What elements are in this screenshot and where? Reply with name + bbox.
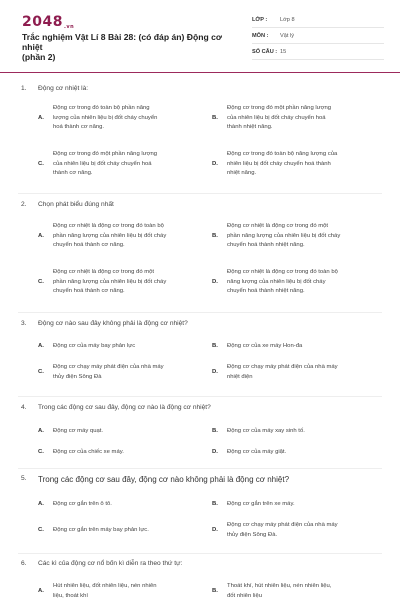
option-letter: C. xyxy=(38,449,44,455)
option-letter: D. xyxy=(212,526,218,533)
question-text: Động cơ nào sau đây không phải là động cơ nhiệt? xyxy=(38,320,188,327)
option-line: Động cơ máy quạt. xyxy=(53,428,104,434)
option-5c[interactable] xyxy=(38,521,208,541)
option-line: Động cơ của xe máy Hon-đa xyxy=(227,343,303,349)
option-5b[interactable] xyxy=(212,500,382,511)
option-1b[interactable] xyxy=(212,104,382,134)
option-letter: D. xyxy=(212,449,218,455)
option-line: của nhiên liệu bị đốt cháy chuyển hoá xyxy=(53,160,152,167)
meta-label: LỚP : xyxy=(252,16,268,23)
meta-row-count xyxy=(252,44,384,60)
option-line: Động cơ trong đó một phần năng lượng xyxy=(53,151,158,157)
option-line: Động cơ gắn trên máy bay phản lực. xyxy=(53,526,149,533)
question-number: 2. xyxy=(21,201,27,208)
option-line: Động cơ chạy máy phát điện của nhà máy xyxy=(227,364,338,370)
meta-value: 15 xyxy=(280,48,287,55)
option-line: Động cơ nhiệt là động cơ trong đó toàn bộ xyxy=(227,269,338,275)
option-letter: A. xyxy=(38,587,44,594)
question-text: Chọn phát biểu đúng nhất xyxy=(38,201,114,208)
option-line: Động cơ của máy giặt. xyxy=(227,449,287,455)
option-line: Động cơ trong đó một phần năng lượng xyxy=(227,105,332,111)
option-letter: A. xyxy=(38,114,44,121)
option-line: nhiệt điện xyxy=(227,373,253,380)
option-letter: C. xyxy=(38,278,44,285)
option-letter: A. xyxy=(38,232,44,239)
option-3b[interactable] xyxy=(212,342,382,353)
question-divider xyxy=(18,312,382,313)
option-line: thành nhiệt năng. xyxy=(227,124,273,130)
option-line: Động cơ chạy máy phát điện của nhà máy xyxy=(53,364,164,370)
question-text: Trong các động cơ sau đây, động cơ nào là động cơ nhiệt? xyxy=(38,404,211,411)
question-number: 5. xyxy=(21,475,27,482)
question-divider xyxy=(18,553,382,554)
option-6a[interactable] xyxy=(38,582,208,600)
question-number: 4. xyxy=(21,404,27,411)
option-letter: A. xyxy=(38,428,44,434)
option-6b[interactable] xyxy=(212,582,382,600)
option-line: thủy điện Sông Đà. xyxy=(227,531,278,538)
option-5a[interactable] xyxy=(38,500,208,511)
option-3a[interactable] xyxy=(38,342,208,353)
option-line: thành cơ năng. xyxy=(53,170,93,176)
question-divider xyxy=(18,468,382,469)
option-2a[interactable] xyxy=(38,222,208,252)
option-letter: B. xyxy=(212,232,218,239)
document-title xyxy=(22,32,242,62)
question-number: 1. xyxy=(21,85,27,92)
option-letter: C. xyxy=(38,526,44,533)
option-line: Động cơ gắn trên ô tô. xyxy=(53,501,112,507)
option-letter: A. xyxy=(38,501,44,507)
option-3c[interactable] xyxy=(38,363,208,383)
option-5d[interactable] xyxy=(212,521,382,541)
option-line: chuyển hoá thành nhiệt năng. xyxy=(227,288,305,294)
question-text: Các kì của động cơ nổ bốn kì diễn ra theo thứ tự: xyxy=(38,560,183,567)
option-4d[interactable] xyxy=(212,448,382,459)
question-divider xyxy=(18,396,382,397)
question-number: 6. xyxy=(21,560,27,567)
question-text: Động cơ nhiệt là: xyxy=(38,85,89,92)
option-letter: C. xyxy=(38,160,44,167)
option-line: Động cơ chạy máy phát điện của nhà máy xyxy=(227,522,338,528)
document-title-line: (phần 2) xyxy=(22,52,56,62)
option-line: nhiệt năng. xyxy=(227,170,257,176)
question-text: Trong các động cơ sau đây, động cơ nào không phải là động cơ nhiệt? xyxy=(38,475,290,484)
option-4b[interactable] xyxy=(212,427,382,438)
option-letter: D. xyxy=(212,160,218,167)
document-title-line: Trắc nghiệm Vật Lí 8 Bài 28: (có đáp án) Động cơ nhiệt xyxy=(22,32,222,52)
option-line: liệu, thoát khí xyxy=(53,592,89,599)
option-letter: B. xyxy=(212,114,218,121)
option-line: Động cơ của chiếc xe máy. xyxy=(53,449,124,455)
option-line: năng lượng của nhiên liệu bị đốt cháy xyxy=(227,278,326,285)
option-letter: B. xyxy=(212,501,218,507)
option-letter: B. xyxy=(212,587,218,594)
meta-row-class xyxy=(252,12,384,28)
option-letter: B. xyxy=(212,428,218,434)
option-line: phần năng lượng của nhiên liệu bị đốt cháy xyxy=(53,232,167,239)
option-line: Hút nhiên liệu, đốt nhiên liệu, nén nhiên xyxy=(53,583,157,589)
option-line: chuyển hoá thành cơ năng. xyxy=(53,288,125,294)
option-letter: C. xyxy=(38,368,44,375)
option-1a[interactable] xyxy=(38,104,208,134)
option-line: lượng của nhiên liệu bị đốt cháy chuyển xyxy=(53,114,158,121)
option-3d[interactable] xyxy=(212,363,382,383)
document-meta xyxy=(252,12,384,60)
option-line: hoá thành cơ năng. xyxy=(53,124,105,130)
option-line: thủy điện Sông Đà xyxy=(53,373,102,380)
option-line: Động cơ nhiệt là động cơ trong đó một xyxy=(227,223,329,229)
option-1c[interactable] xyxy=(38,150,208,180)
option-line: Động cơ của máy xay sinh tố. xyxy=(227,428,305,434)
option-line: của nhiên liệu bị đốt cháy chuyển hoá xyxy=(227,114,326,121)
option-line: Thoát khí, hút nhiên liệu, nén nhiên liệu, xyxy=(227,583,332,589)
option-line: Động cơ trong đó toàn bộ phần năng xyxy=(53,105,150,111)
option-2b[interactable] xyxy=(212,222,382,252)
option-letter: A. xyxy=(38,343,44,349)
meta-row-subject xyxy=(252,28,384,44)
option-line: phần năng lượng của nhiên liệu bị đốt cháy xyxy=(227,232,341,239)
question-number: 3. xyxy=(21,320,27,327)
option-letter: B. xyxy=(212,343,218,349)
option-line: Động cơ gắn trên xe máy. xyxy=(227,501,295,507)
option-line: Động cơ nhiệt là động cơ trong đó toàn bộ xyxy=(53,223,164,229)
option-line: Động cơ của máy bay phản lực xyxy=(53,343,136,349)
document-header xyxy=(0,0,400,73)
meta-label: SỐ CÂU : xyxy=(252,48,278,55)
option-line: Động cơ nhiệt là động cơ trong đó một xyxy=(53,269,155,275)
option-1d[interactable] xyxy=(212,150,382,180)
meta-value: Vật lý xyxy=(280,32,294,39)
option-line: nhiên liệu bị đốt cháy chuyển hoá thành xyxy=(227,160,331,167)
option-line: chuyển hoá thành nhiệt năng. xyxy=(227,242,305,248)
option-2d[interactable] xyxy=(212,268,382,298)
option-letter: D. xyxy=(212,368,218,375)
option-4c[interactable] xyxy=(38,448,208,459)
meta-value: Lớp 8 xyxy=(280,16,295,23)
option-2c[interactable] xyxy=(38,268,208,298)
option-line: chuyển hoá thành cơ năng. xyxy=(53,242,125,248)
meta-label: MÔN : xyxy=(252,32,269,39)
question-divider xyxy=(18,193,382,194)
option-line: đốt nhiên liệu xyxy=(227,592,263,599)
site-logo[interactable]: 2048.vn xyxy=(22,14,75,30)
option-line: Động cơ trong đó toàn bộ năng lượng của xyxy=(227,151,338,157)
option-letter: D. xyxy=(212,278,218,285)
option-4a[interactable] xyxy=(38,427,208,438)
option-line: phần năng lượng của nhiên liệu bị đốt cháy xyxy=(53,278,167,285)
